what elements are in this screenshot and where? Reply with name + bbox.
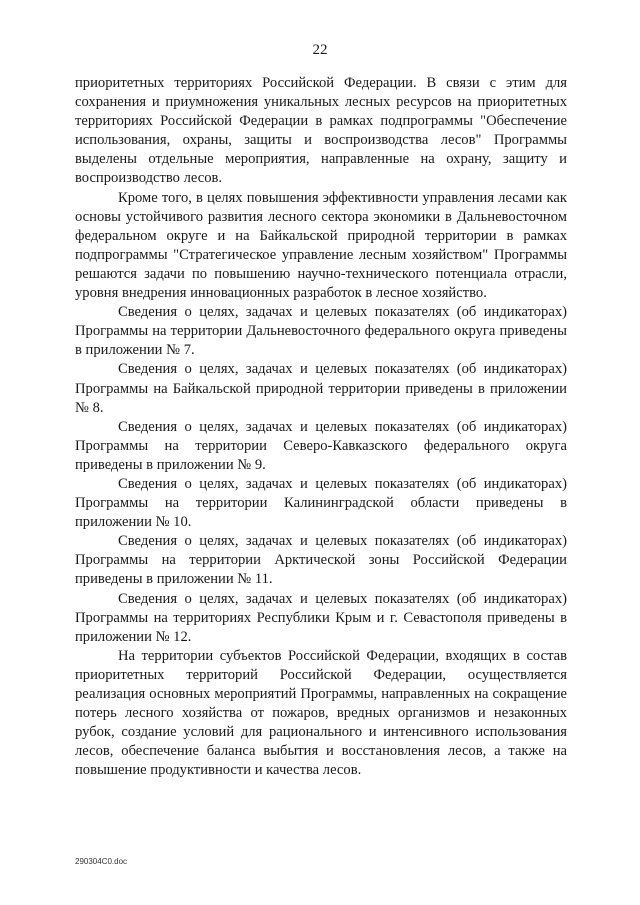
document-body xyxy=(75,74,567,780)
file-name-footer: 290304C0.doc xyxy=(75,857,128,866)
paragraph-appendix-8: Сведения о целях, задачах и целевых показателях (об индикаторах) Программы на Байкальской природной территории приведены в приложении № 8. xyxy=(75,361,567,416)
paragraph-appendix-7: Сведения о целях, задачах и целевых показателях (об индикаторах) Программы на территории Дальневосточного федерального округа приведены в приложении № 7. xyxy=(75,304,567,359)
paragraph-appendix-10: Сведения о целях, задачах и целевых показателях (об индикаторах) Программы на территории Калининградской области приведены в приложении № 10. xyxy=(75,475,567,531)
paragraph-continuation: приоритетных территориях Российской Федерации. В связи с этим для сохранения и приумножения уникальных лесных ресурсов на приоритетных территориях Российской Федерации в рамках подпрограммы "Обеспечение использования, охраны, защиты и воспроизводства лесов" Программы выделены отдельные мероприятия, направленные на охрану, защиту и воспроизводство лесов. xyxy=(75,75,567,187)
paragraph-priority-territories: На территории субъектов Российской Федерации, входящих в состав приоритетных территорий Российской Федерации, осуществляется реализация основных мероприятий Программы, направленных на сокращение потерь лесного хозяйства от пожаров, вредных организмов и незаконных рубок, создание условий для рационального и интенсивного использования лесов, обеспечение баланса выбытия и восстановления лесов, а также на повышение продуктивности и качества лесов. xyxy=(75,647,567,779)
page-number: 22 xyxy=(312,42,328,58)
paragraph-appendix-11: Сведения о целях, задачах и целевых показателях (об индикаторах) Программы на территории Арктической зоны Российской Федерации приведены в приложении № 11. xyxy=(75,533,567,588)
paragraph-appendix-12: Сведения о целях, задачах и целевых показателях (об индикаторах) Программы на территориях Республики Крым и г. Севастополя приведены в приложении № 12. xyxy=(75,590,567,645)
paragraph-appendix-9: Сведения о целях, задачах и целевых показателях (об индикаторах) Программы на территории Северо-Кавказского федерального округа приведены в приложении № 9. xyxy=(75,418,567,473)
paragraph-forest-management: Кроме того, в целях повышения эффективности управления лесами как основы устойчивого развития лесного сектора экономики в Дальневосточном федеральном округе и на Байкальской природной территории в рамках подпрограммы "Стратегическое управление лесным хозяйством" Программы решаются задачи по повышению научно-технического потенциала отрасли, уровня внедрения инновационных разработок в лесное хозяйство. xyxy=(75,189,567,302)
